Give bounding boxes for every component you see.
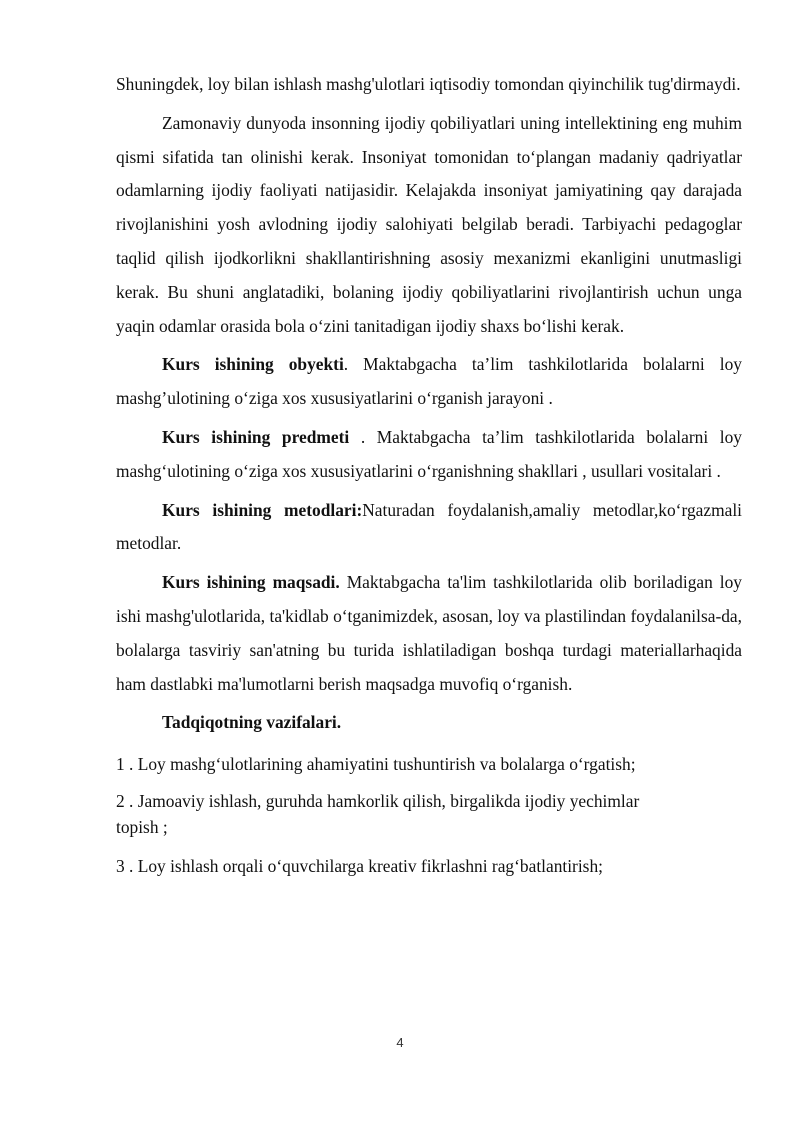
predmeti-label: Kurs ishining predmeti	[162, 426, 350, 447]
metodlari-text: Naturadan foydalanish,amaliy metodlar,ko‘rgazmali metodlar.	[116, 499, 742, 554]
vazifalari-heading: Tadqiqotning vazifalari.	[162, 712, 342, 733]
metodlari-label: Kurs ishining metodlari:	[162, 499, 363, 520]
paragraph-intro: Shuningdek, loy bilan ishlash mashg'ulotlari iqtisodiy tomondan qiyinchilik tug'dirmaydi.	[116, 74, 741, 94]
task-item-2-continued: topish ;	[116, 816, 168, 837]
predmeti-text: . Maktabgacha ta’lim tashkilotlarida bolalarni loy mashg‘ulotining o‘ziga xos xususiyatlarini o‘rganishning shakllari , usullari vositalari .	[116, 426, 742, 481]
maqsadi-label: Kurs ishining maqsadi.	[162, 572, 340, 593]
paragraph-creativity: Zamonaviy dunyoda insonning ijodiy qobiliyatlari uning intellektining eng muhim qismi sifatida tan olinishi kerak. Insoniyat tomonidan to‘plangan madaniy qadriyatlar odamlarning ijodiy faoliyati natijasidir. Kelajakda insoniyat jamiyatining qay darajada rivojlanishini yosh avlodning ijodiy salohiyati belgilab beradi. Tarbiyachi pedagoglar taqlid qilish ijodkorlikni shakllantirishning asosiy mexanizmi ekanligini unutmasligi kerak. Bu shuni anglatadiki, bolaning ijodiy qobiliyatlarini rivojlantirish uchun unga yaqin odamlar orasida bola o‘zini tanitadigan ijodiy shaxs bo‘lishi kerak.	[116, 112, 742, 336]
paragraph-maqsadi	[116, 566, 742, 701]
task-item-1: 1 . Loy mashg‘ulotlarining ahamiyatini tushuntirish va bolalarga o‘rgatish;	[116, 754, 636, 775]
paragraph-predmeti	[116, 421, 742, 489]
task-item-2: 2 . Jamoaviy ishlash, guruhda hamkorlik qilish, birgalikda ijodiy yechimlar	[116, 790, 640, 811]
page-number: 4	[396, 1035, 404, 1050]
paragraph-metodlari	[116, 494, 742, 562]
maqsadi-text: Maktabgacha ta'lim tashkilotlarida olib boriladigan loy ishi mashg'ulotlarida, ta'kidlab o‘tganimizdek, asosan, loy va plastilindan foydalanilsa-da, bolalarga tasviriy san'atning bu turida ishlatiladigan boshqa turdagi materiallarhaqida ham dastlabki ma'lumotlarni berish maqsadga muvofiq o‘rganish.	[116, 572, 742, 694]
obyekt-text: . Maktabgacha ta’lim tashkilotlarida bolalarni loy mashg’ulotining o‘ziga xos xususiyatlarini o‘rganish jarayoni .	[116, 354, 742, 409]
paragraph-obyekt	[116, 348, 742, 416]
task-item-3: 3 . Loy ishlash orqali o‘quvchilarga kreativ fikrlashni rag‘batlantirish;	[116, 855, 603, 876]
obyekt-label: Kurs ishining obyekti	[162, 354, 344, 375]
